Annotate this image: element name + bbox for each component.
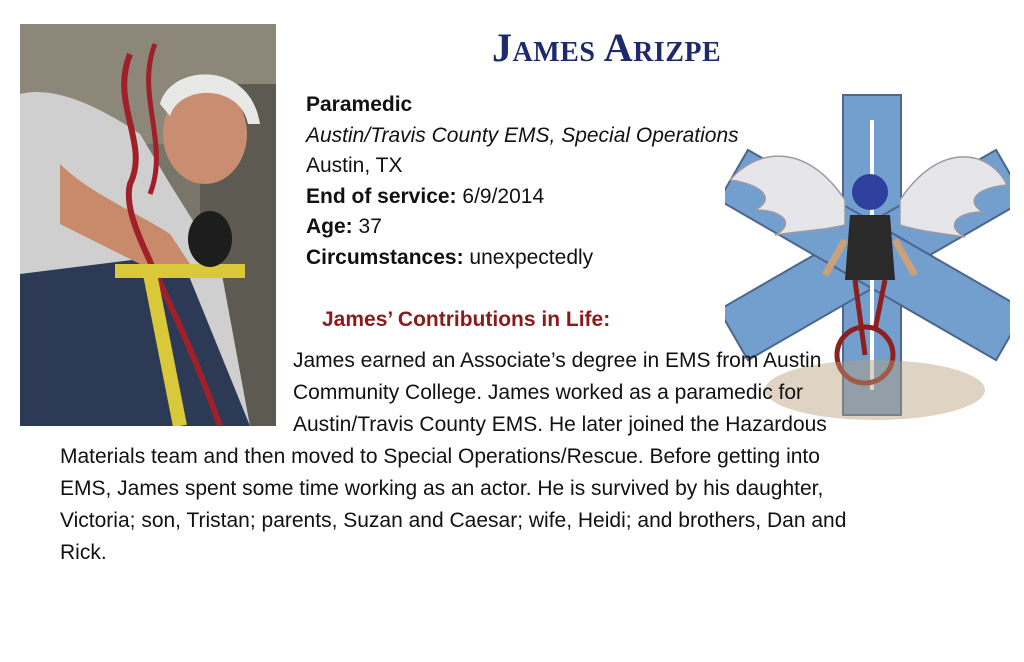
role: Paramedic <box>306 93 413 116</box>
bio-line: EMS, James spent some time working as an actor. He is survived by his daughter, <box>60 477 824 500</box>
bio-line: James earned an Associate’s degree in EMS from Austin <box>293 349 822 372</box>
end-of-service: End of service: 6/9/2014 <box>306 184 545 208</box>
service-details <box>306 90 739 273</box>
bio-line: Community College. James worked as a paramedic for <box>293 381 804 404</box>
bio-line: Materials team and then moved to Special Operations/Rescue. Before getting into <box>60 445 820 468</box>
contributions-text <box>60 345 960 569</box>
location: Austin, TX <box>306 154 403 177</box>
page-title: James Arizpe <box>492 25 722 70</box>
bio-line: Austin/Travis County EMS. He later joined the Hazardous <box>293 413 827 436</box>
contributions-heading: James’ Contributions in Life: <box>322 308 611 331</box>
age: Age: 37 <box>306 215 382 238</box>
bio-line: Rick. <box>60 541 107 564</box>
circumstances: Circumstances: unexpectedly <box>306 245 594 269</box>
bio-line: Victoria; son, Tristan; parents, Suzan and Caesar; wife, Heidi; and brothers, Dan and <box>60 509 847 532</box>
agency: Austin/Travis County EMS, Special Operations <box>306 123 739 147</box>
